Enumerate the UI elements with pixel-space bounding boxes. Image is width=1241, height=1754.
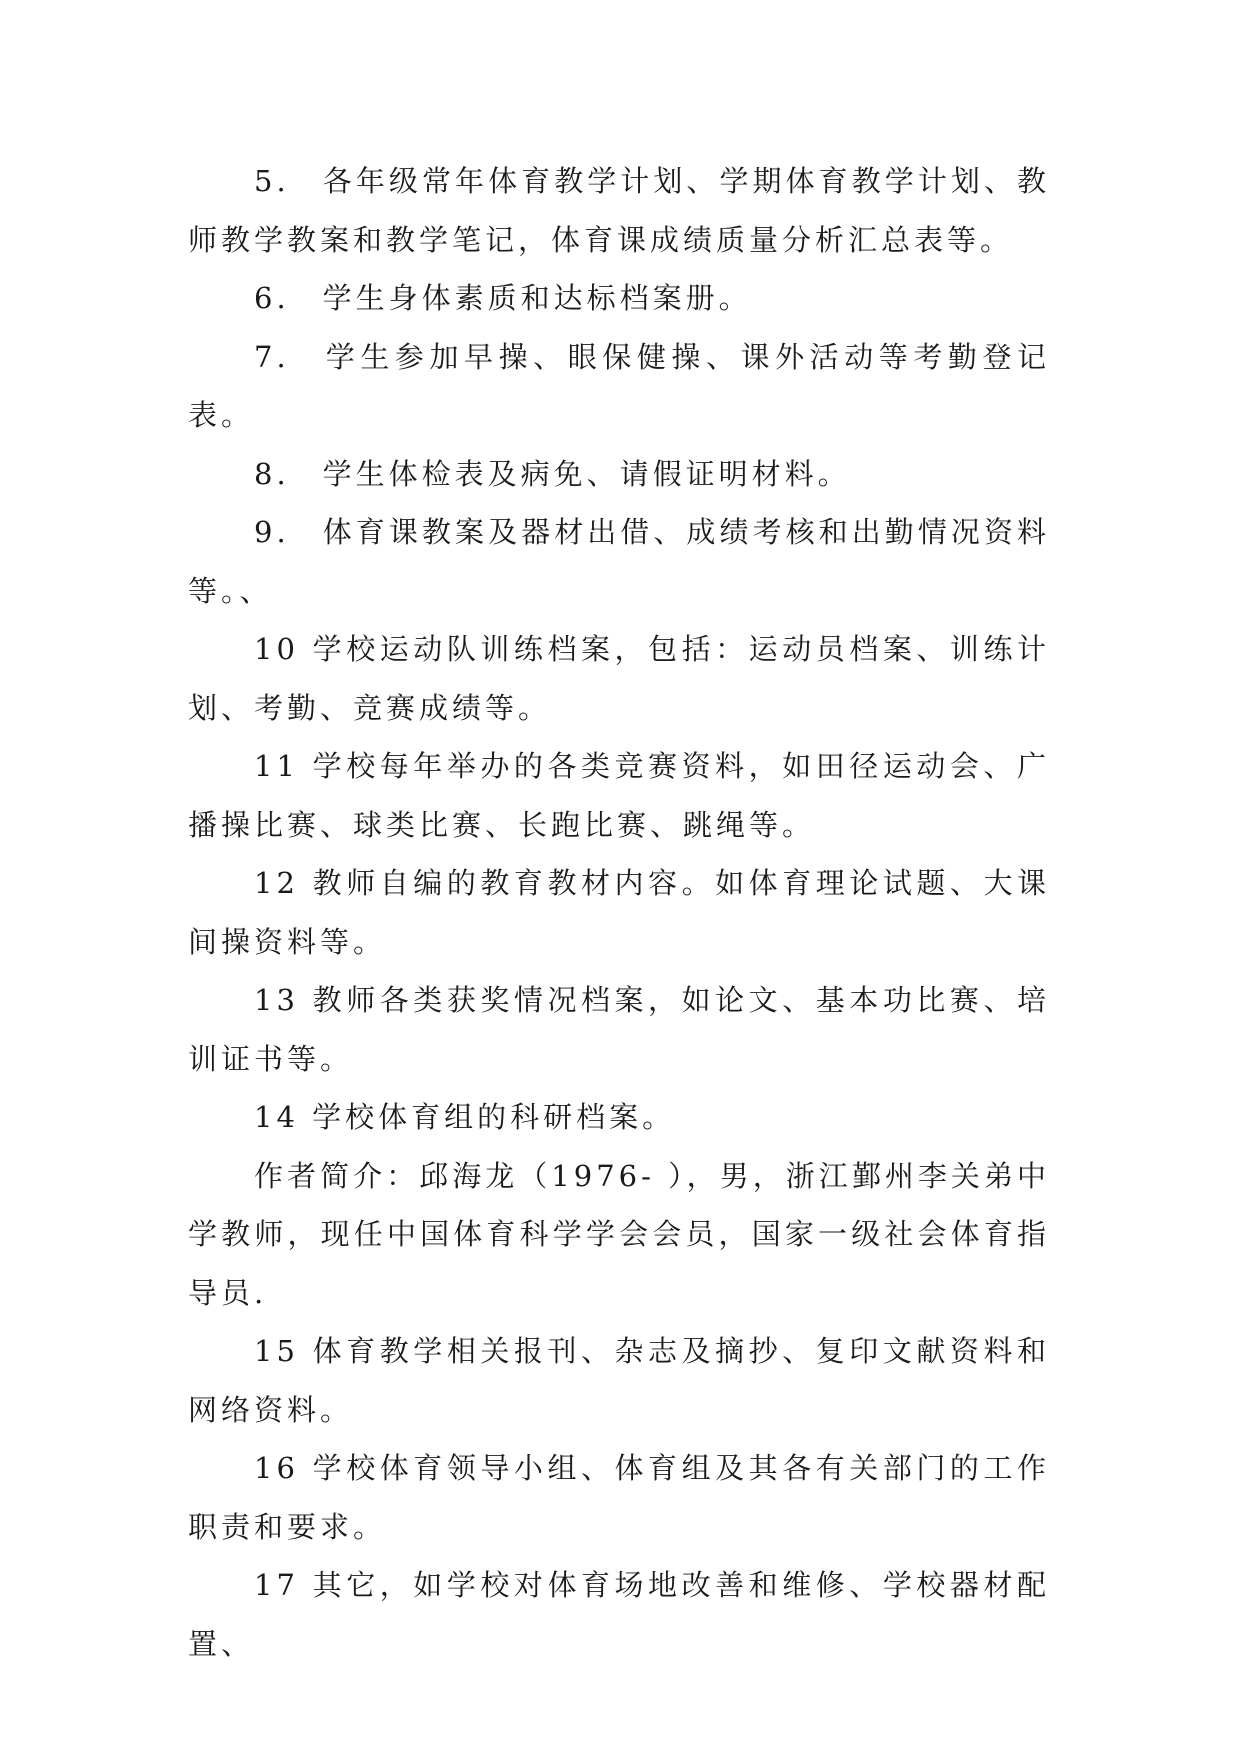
paragraph-item-7: 7. 学生参加早操、眼保健操、课外活动等考勤登记表。 [188, 339, 1050, 432]
document-body [188, 152, 1050, 1673]
paragraph-item-10: 10 学校运动队训练档案，包括：运动员档案、训练计划、考勤、竞赛成绩等。 [188, 632, 1050, 725]
paragraph-item-9: 9. 体育课教案及器材出借、成绩考核和出勤情况资料等。、 [188, 515, 1050, 608]
paragraph-item-15: 15 体育教学相关报刊、杂志及摘抄、复印文献资料和网络资料。 [188, 1334, 1050, 1427]
paragraph-item-5: 5. 各年级常年体育教学计划、学期体育教学计划、教师教学教案和教学笔记，体育课成绩质量分析汇总表等。 [188, 164, 1050, 257]
paragraph-item-8: 8. 学生体检表及病免、请假证明材料。 [254, 456, 851, 491]
paragraph-item-12: 12 教师自编的教育教材内容。如体育理论试题、大课间操资料等。 [188, 866, 1050, 959]
paragraph-item-16: 16 学校体育领导小组、体育组及其各有关部门的工作职责和要求。 [188, 1451, 1050, 1544]
paragraph-item-13: 13 教师各类获奖情况档案，如论文、基本功比赛、培训证书等。 [188, 983, 1050, 1076]
paragraph-item-14: 14 学校体育组的科研档案。 [254, 1100, 676, 1134]
paragraph-item-17: 17 其它，如学校对体育场地改善和维修、学校器材配置、 [188, 1568, 1050, 1661]
paragraph-item-11: 11 学校每年举办的各类竞赛资料，如田径运动会、广播操比赛、球类比赛、长跑比赛、跳绳等。 [188, 749, 1050, 842]
author-bio: 作者简介：邱海龙（1976- ），男，浙江鄞州李关弟中学教师，现任中国体育科学学会会员，国家一级社会体育指导员. [188, 1158, 1050, 1310]
paragraph-item-6: 6. 学生身体素质和达标档案册。 [254, 281, 752, 315]
